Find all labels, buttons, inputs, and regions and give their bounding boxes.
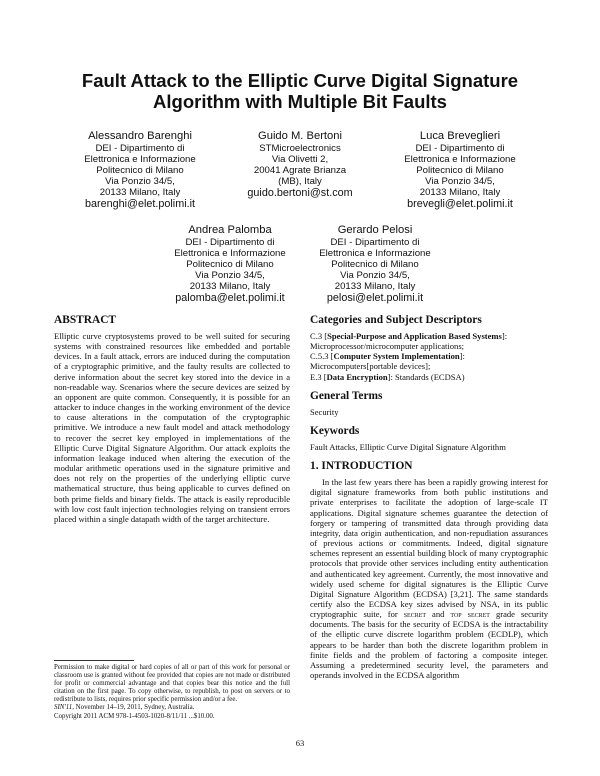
general-terms-heading: General Terms [310, 389, 383, 402]
author-affiliation: (MB), Italy [278, 176, 322, 187]
author-email[interactable]: brevegli@elet.polimi.it [407, 198, 513, 210]
abstract-heading: ABSTRACT [54, 314, 117, 326]
introduction-heading: 1. INTRODUCTION [310, 460, 413, 473]
author-block-palomba [150, 224, 310, 305]
copyright-notice [54, 664, 290, 721]
author-affiliation: Elettronica e Informazione [404, 154, 516, 165]
paper-title [40, 70, 560, 112]
conference-name: SIN'11, [54, 704, 74, 712]
author-block-pelosi [295, 224, 455, 305]
author-name: Luca Breveglieri [419, 130, 501, 142]
author-affiliation: 20133 Milano, Italy [99, 187, 181, 198]
general-terms-text: Security [310, 406, 339, 417]
author-affiliation: 20133 Milano, Italy [334, 281, 416, 292]
author-affiliation: Elettronica e Informazione [174, 248, 286, 259]
footnote-rule [54, 660, 134, 661]
author-affiliation: Via Ponzio 34/5, [105, 176, 175, 187]
conference-details: November 14–19, 2011, Sydney, Australia. [73, 704, 195, 712]
categories-list [310, 331, 548, 382]
abstract-section [54, 314, 290, 524]
title-line-1: Fault Attack to the Elliptic Curve Digital Signature [81, 70, 519, 91]
author-affiliation: DEI - Dipartimento di [185, 237, 275, 248]
author-affiliation: Via Ponzio 34/5, [340, 270, 410, 281]
abstract-text: Elliptic curve cryptosystems proved to be well suited for securing systems with constrained resources like embedded and portable devices. In a fault attack, errors are induced during the computation of a cryptographic primitive, and the faulty results are collected to derive information about the secret key stored into the device in a non-readable way. Scenarios where the secure devices are seized by an opponent are quite common. Consequently, it is possible for an attacker to induce changes in the working environment of the device to cause alterations in the computation of the cryptographic primitive. We introduce a new fault model and attack methodology to recover the secret key employed in implementations of the Elliptic Curve Digital Signature Algorithm. Our attack exploits the information leakage induced when altering the execution of the modular arithmetic operations used in the signature primitive and does not rely on the properties of the underlying elliptic curve mathematical structure, thus being applicable to curves defined on both prime fields and binary fields. The attack is easily reproducible with low cost fault injection technologies relying on transient errors placed within a single datapath width of the target architecture. [54, 331, 290, 524]
introduction-paragraph: In the last few years there has been a rapidly growing interest for digital signature frameworks from both public institutions and private enterprises to facilitate the adoption of large-scale IT applications. Digital signature schemes guarantee the detection of forgery or tampering of transmitted data through providing data integrity, data origin authentication, and non-repudiation assurances of previous actions or commitments. Indeed, digital signature schemes represent an essential building block of many cryptographic protocols that provide other services including entity authentication and authenticated key agreement. Currently, the most innovative and widely used scheme for digital signatures is the Elliptic Curve Digital Signature Algorithm (ECDSA) [3,21]. The same standards certify also the ECDSA key sizes advised by NSA, in its public cryptographic suite, for secret and top secret grade security documents. The basis for the security of ECDSA is the intractability of the elliptic curve discrete logarithm problem (ECDLP), which appears to be harder than both the discrete logarithm problem in finite fields and the problem of factoring a composite integer. Assuming a predetermined security level, the parameters and operands involved in the ECDSA algorithm [310, 477, 549, 681]
keywords-heading: Keywords [310, 424, 360, 437]
page-number: 63 [295, 738, 305, 748]
permission-text: Permission to make digital or hard copies of all or part of this work for personal or classroom use is granted without fee provided that copies are not made or distributed for profit or commercial advantage and that copies bear this notice and the full citation on the first page. To copy otherwise, to republish, to post on servers or to redistribute to lists, requires prior specific permission and/or a fee. [54, 664, 290, 704]
keywords-text: Fault Attacks, Elliptic Curve Digital Signature Algorithm [310, 441, 506, 452]
category-item: C.3 [Special-Purpose and Application Based Systems]: Microprocessor/microcomputer applications; [310, 331, 508, 352]
categories-heading: Categories and Subject Descriptors [310, 314, 482, 326]
author-email[interactable]: guido.bertoni@st.com [247, 187, 353, 199]
author-name: Gerardo Pelosi [337, 224, 413, 236]
category-item: C.5.3 [Computer System Implementation]: Microcomputers[portable devices]; [310, 351, 465, 372]
author-affiliation: 20133 Milano, Italy [419, 187, 501, 198]
author-affiliation: Elettronica e Informazione [84, 154, 196, 165]
author-affiliation: Via Ponzio 34/5, [425, 176, 495, 187]
author-affiliation: DEI - Dipartimento di [95, 143, 185, 154]
author-affiliation: 20041 Agrate Brianza [253, 165, 347, 176]
author-block-barenghi [60, 130, 220, 211]
author-affiliation: 20133 Milano, Italy [189, 281, 271, 292]
author-name: Andrea Palomba [188, 224, 272, 236]
author-name: Alessandro Barenghi [88, 130, 192, 142]
author-affiliation: Elettronica e Informazione [319, 248, 431, 259]
author-email[interactable]: palomba@elet.polimi.it [175, 292, 285, 304]
author-email[interactable]: pelosi@elet.polimi.it [326, 292, 424, 304]
author-block-bertoni [220, 130, 380, 200]
author-affiliation: Politecnico di Milano [96, 165, 184, 176]
right-column [310, 314, 548, 680]
author-affiliation: Politecnico di Milano [416, 165, 504, 176]
title-line-2: Algorithm with Multiple Bit Faults [153, 91, 447, 112]
author-name: Guido M. Bertoni [258, 130, 342, 142]
category-item: E.3 [Data Encryption]: Standards (ECDSA) [310, 371, 465, 382]
author-affiliation: Politecnico di Milano [186, 259, 274, 270]
author-affiliation: Politecnico di Milano [331, 259, 419, 270]
author-affiliation: DEI - Dipartimento di [415, 143, 505, 154]
author-affiliation: STMicroelectronics [259, 143, 341, 154]
author-affiliation: Via Olivetti 2, [271, 154, 329, 165]
copyright-line: Copyright 2011 ACM 978-1-4503-1020-8/11/11 ...$10.00. [54, 712, 215, 720]
author-affiliation: Via Ponzio 34/5, [195, 270, 265, 281]
author-email[interactable]: barenghi@elet.polimi.it [85, 198, 195, 210]
author-block-breveglieri [380, 130, 540, 211]
author-affiliation: DEI - Dipartimento di [330, 237, 420, 248]
